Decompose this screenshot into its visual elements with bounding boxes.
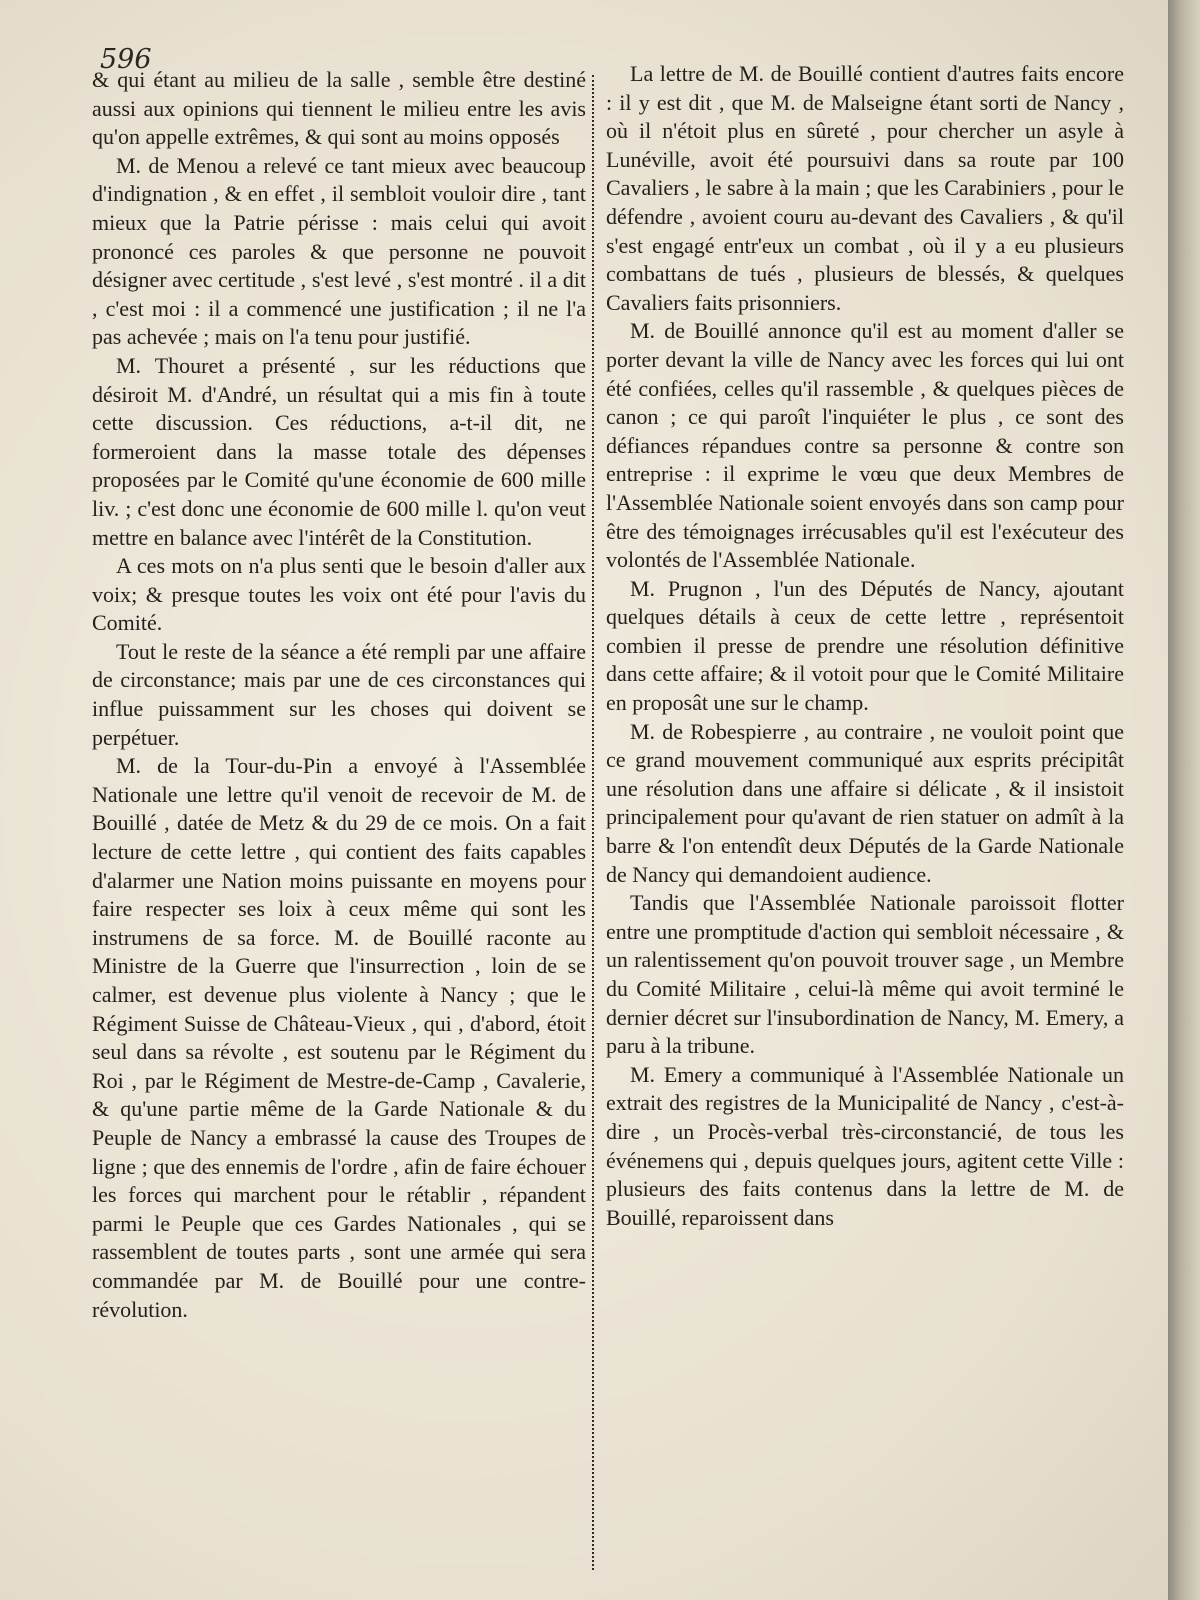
paragraph: M. de Menou a relevé ce tant mieux avec beaucoup d'indignation , & en effet , il sembloit vouloir dire , tant mieux que la Patrie périsse : mais celui qui avoit prononcé ces paroles & que personne ne pouvoit désigner avec certitude , s'est levé , s'est montré . il a dit , c'est moi : il a commencé une justification ; il ne l'a pas achevée ; mais on l'a tenu pour justifié.: [92, 152, 586, 350]
paragraph: A ces mots on n'a plus senti que le besoin d'aller aux voix; & presque toutes les voix ont été pour l'avis du Comité.: [92, 553, 586, 636]
paragraph: & qui étant au milieu de la salle , semble être destiné aussi aux opinions qui tiennent le milieu entre les avis qu'on appelle extrêmes, & qui sont au moins opposés: [92, 67, 586, 150]
right-column: [606, 60, 1124, 1232]
paragraph: M. Emery a communiqué à l'Assemblée Nationale un extrait des registres de la Municipalité de Nancy , c'est-à-dire , un Procès-verbal très-circonstancié, de tous les événemens qui , depuis quelques jours, agitent cette Ville : plusieurs des faits contenus dans la lettre de M. de Bouillé, reparoissent dans: [606, 1061, 1124, 1230]
paragraph: M. de la Tour-du-Pin a envoyé à l'Assemblée Nationale une lettre qu'il venoit de recevoir de M. de Bouillé , datée de Metz & du 29 de ce mois. On a fait lecture de cette lettre , qui contient des faits capables d'alarmer une Nation moins puissante en moyens pour faire respecter ses loix à ceux même qui sont les instrumens de sa force. M. de Bouillé raconte au Ministre de la Guerre que l'insurrection , loin de se calmer, est devenue plus violente à Nancy ; que le Régiment Suisse de Château-Vieux , qui , d'abord, étoit seul dans sa révolte , est soutenu par le Régiment du Roi , par le Régiment de Mestre-de-Camp , Cavalerie, & qu'une partie même de la Garde Nationale & du Peuple de Nancy a embrassé la cause des Troupes de ligne ; que des ennemis de l'ordre , afin de faire échouer les forces qui marchent pour le rétablir , répandent parmi le Peuple que ces Gardes Nationales , qui se rassemblent de toutes parts , sont une armée qui sera commandée par M. de Bouillé pour une contre-révolution.: [92, 753, 586, 1322]
paragraph: Tout le reste de la séance a été rempli par une affaire de circonstance; mais par une de ces circonstances qui influe puissamment sur les choses qui doivent se perpétuer.: [92, 638, 586, 750]
paragraph: M. de Robespierre , au contraire , ne vouloit point que ce grand mouvement communiqué aux esprits précipitât une résolution dans une affaire si délicate , & il insistoit principalement pour qu'avant de rien statuer on admît à la barre & l'on entendît deux Députés de la Garde Nationale de Nancy qui demandoient audience.: [606, 718, 1124, 887]
left-column: [92, 66, 586, 1324]
paragraph: M. Prugnon , l'un des Députés de Nancy, ajoutant quelques détails à ceux de cette lettre , représentoit combien il presse de prendre une résolution définitive dans cette affaire; & il votoit pour que le Comité Militaire en proposât une sur le champ.: [606, 575, 1124, 716]
page-number: 596: [100, 44, 152, 75]
paragraph: Tandis que l'Assemblée Nationale paroissoit flotter entre une promptitude d'action qui sembloit nécessaire , & un ralentissement qu'on pouvoit trouver sage , un Membre du Comité Militaire , celui-là même qui avoit terminé le dernier décret sur l'insubordination de Nancy, M. Emery, a paru à la tribune.: [606, 890, 1124, 1059]
column-divider: [592, 75, 594, 1570]
adjacent-page-edge: [1168, 0, 1200, 1600]
paragraph: M. Thouret a présenté , sur les réductions que désiroit M. d'André, un résultat qui a mis fin à toute cette discussion. Ces réductions, a-t-il dit, ne formeroient dans la masse totale des dépenses proposées par le Comité qu'une économie de 600 mille liv. ; c'est donc une économie de 600 mille l. qu'on veut mettre en balance avec l'intérêt de la Constitution.: [92, 352, 586, 550]
paragraph: M. de Bouillé annonce qu'il est au moment d'aller se porter devant la ville de Nancy avec les forces qui lui ont été confiées, celles qu'il rassemble , & quelques pièces de canon ; ce qui paroît l'inquiéter le plus , ce sont des défiances répandues contre sa personne & contre son entreprise : il exprime le vœu que deux Membres de l'Assemblée Nationale soient envoyés dans son camp pour être des témoignages irrécusables qu'il est l'exécuteur des volontés de l'Assemblée Nationale.: [606, 318, 1124, 573]
paragraph: La lettre de M. de Bouillé contient d'autres faits encore : il y est dit , que M. de Malseigne étant sorti de Nancy , où il n'étoit plus en sûreté , pour chercher un asyle à Lunéville, avoit été poursuivi dans sa route par 100 Cavaliers , le sabre à la main ; que les Carabiniers , pour le défendre , avoient couru au-devant des Cavaliers , & qu'il s'est engagé entr'eux un combat , où il y a eu plusieurs combattans de tués , plusieurs de blessés, & quelques Cavaliers faits prisonniers.: [606, 61, 1124, 315]
